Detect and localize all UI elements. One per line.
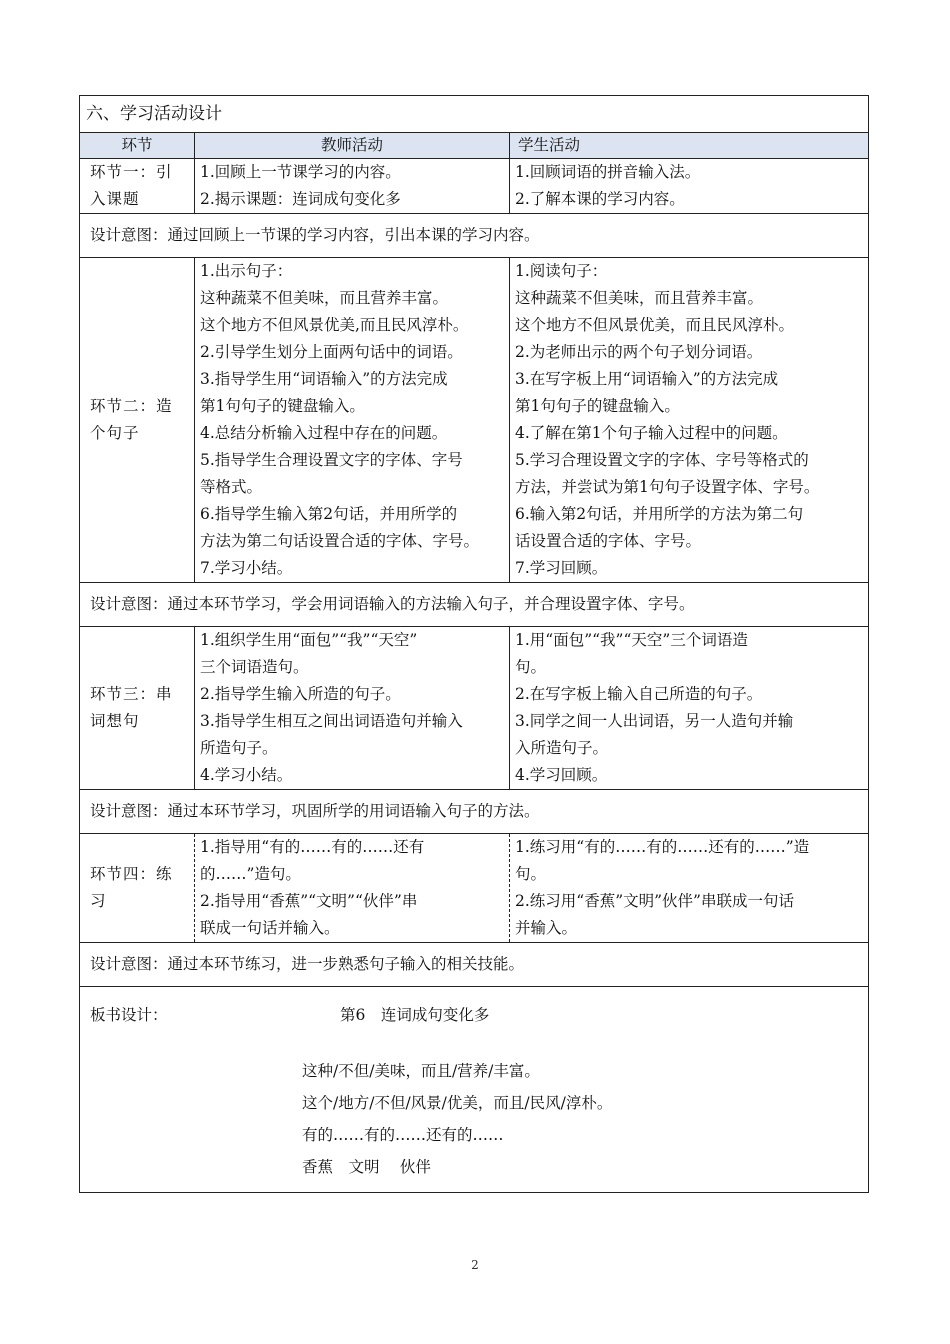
text-line: 这个地方不但风景优美，而且民风淳朴。	[515, 316, 795, 334]
text-line: 第1句句子的键盘输入。	[200, 397, 365, 415]
text-line: 的……”造句。	[200, 865, 301, 883]
text-line: 3.在写字板上用“词语输入”的方法完成	[515, 370, 779, 388]
board-line: 这个/地方/不但/风景/优美，而且/民风/淳朴。	[302, 1094, 613, 1112]
text-line: 6.输入第2句话，并用所学的方法为第二句	[515, 505, 804, 523]
board-line: 这种/不但/美味，而且/营养/丰富。	[302, 1062, 540, 1080]
text-line: 3.指导学生相互之间出词语造句并输入	[200, 712, 463, 730]
student-activity	[510, 258, 869, 583]
text-line: 1.指导用“有的……有的……还有	[200, 838, 425, 856]
text-line: 2.练习用“香蕉”文明”伙伴”串联成一句话	[515, 892, 794, 910]
teacher-activity	[195, 834, 510, 943]
text-line: 句。	[515, 658, 547, 676]
text-line: 方法，并尝试为第1句句子设置字体、字号。	[515, 478, 820, 496]
section-title: 六、学习活动设计	[80, 96, 869, 133]
table-row	[80, 834, 869, 943]
text-line: 这个地方不但风景优美,而且民风淳朴。	[200, 316, 469, 334]
text-line: 2.了解本课的学习内容。	[515, 190, 685, 208]
text-line: 2.指导学生输入所造的句子。	[200, 685, 401, 703]
design-intent: 设计意图：通过本环节学习，巩固所学的用词语输入句子的方法。	[80, 790, 869, 834]
lesson-plan-page	[79, 95, 868, 1193]
design-intent: 设计意图：通过本环节学习，学会用词语输入的方法输入句子，并合理设置字体、字号。	[80, 583, 869, 627]
text-line: 话设置合适的字体、字号。	[515, 532, 702, 550]
board-line: 香蕉 文明 伙伴	[302, 1158, 431, 1176]
text-line: 1.出示句子：	[200, 262, 293, 280]
text-line: 等格式。	[200, 478, 263, 496]
board-design	[80, 987, 869, 1193]
text-line: 并输入。	[515, 919, 578, 937]
text-line: 7.学习小结。	[200, 559, 293, 577]
table-row	[80, 627, 869, 790]
table-row	[80, 159, 869, 214]
text-line: 1.练习用“有的……有的……还有的……”造	[515, 838, 810, 856]
text-line: 2.引导学生划分上面两句话中的词语。	[200, 343, 463, 361]
text-line: 2.揭示课题：连词成句变化多	[200, 190, 401, 208]
teacher-activity	[195, 159, 510, 214]
text-line: 5.指导学生合理设置文字的字体、字号	[200, 451, 463, 469]
board-label: 板书设计：	[90, 1006, 168, 1024]
header-stage: 环节	[80, 133, 195, 159]
stage-name: 环节三：串词想句	[80, 627, 195, 790]
text-line: 1.回顾词语的拼音输入法。	[515, 163, 701, 181]
text-line: 这种蔬菜不但美味，而且营养丰富。	[200, 289, 449, 307]
board-title: 第6 连词成句变化多	[340, 1006, 490, 1024]
text-line: 1.回顾上一节课学习的内容。	[200, 163, 401, 181]
text-line: 方法为第二句话设置合适的字体、字号。	[200, 532, 480, 550]
table-row	[80, 258, 869, 583]
teacher-activity	[195, 627, 510, 790]
board-lines	[302, 1055, 612, 1183]
text-line: 3.同学之间一人出词语，另一人造句并输	[515, 712, 794, 730]
student-activity	[510, 159, 869, 214]
design-intent: 设计意图：通过回顾上一节课的学习内容，引出本课的学习内容。	[80, 214, 869, 258]
text-line: 这种蔬菜不但美味，而且营养丰富。	[515, 289, 764, 307]
table-header-row	[80, 133, 869, 159]
header-teacher: 教师活动	[195, 133, 510, 159]
page-number: 2	[471, 1258, 479, 1272]
text-line: 入所造句子。	[515, 739, 609, 757]
header-student: 学生活动	[510, 133, 869, 159]
student-activity	[510, 627, 869, 790]
design-intent: 设计意图：通过本环节练习，进一步熟悉句子输入的相关技能。	[80, 943, 869, 987]
text-line: 4.总结分析输入过程中存在的问题。	[200, 424, 448, 442]
text-line: 1.用“面包”“我”“天空”三个词语造	[515, 631, 748, 649]
text-line: 2.为老师出示的两个句子划分词语。	[515, 343, 763, 361]
stage-name: 环节二：造个句子	[80, 258, 195, 583]
text-line: 3.指导学生用“词语输入”的方法完成	[200, 370, 448, 388]
text-line: 2.指导用“香蕉”“文明”“伙伴”串	[200, 892, 418, 910]
text-line: 所造句子。	[200, 739, 278, 757]
text-line: 1.组织学生用“面包”“我”“天空”	[200, 631, 418, 649]
student-activity	[510, 834, 869, 943]
text-line: 4.学习回顾。	[515, 766, 608, 784]
stage-name: 环节四：练习	[80, 834, 195, 943]
text-line: 句。	[515, 865, 547, 883]
activity-design-table	[79, 95, 869, 1193]
teacher-activity	[195, 258, 510, 583]
text-line: 5.学习合理设置文字的字体、字号等格式的	[515, 451, 809, 469]
text-line: 联成一句话并输入。	[200, 919, 340, 937]
text-line: 三个词语造句。	[200, 658, 309, 676]
text-line: 2.在写字板上输入自己所造的句子。	[515, 685, 763, 703]
text-line: 6.指导学生输入第2句话，并用所学的	[200, 505, 458, 523]
text-line: 1.阅读句子：	[515, 262, 608, 280]
text-line: 4.了解在第1个句子输入过程中的问题。	[515, 424, 788, 442]
text-line: 7.学习回顾。	[515, 559, 608, 577]
text-line: 4.学习小结。	[200, 766, 293, 784]
stage-name: 环节一：引入课题	[80, 159, 195, 214]
board-line: 有的……有的……还有的……	[302, 1126, 504, 1144]
text-line: 第1句句子的键盘输入。	[515, 397, 680, 415]
